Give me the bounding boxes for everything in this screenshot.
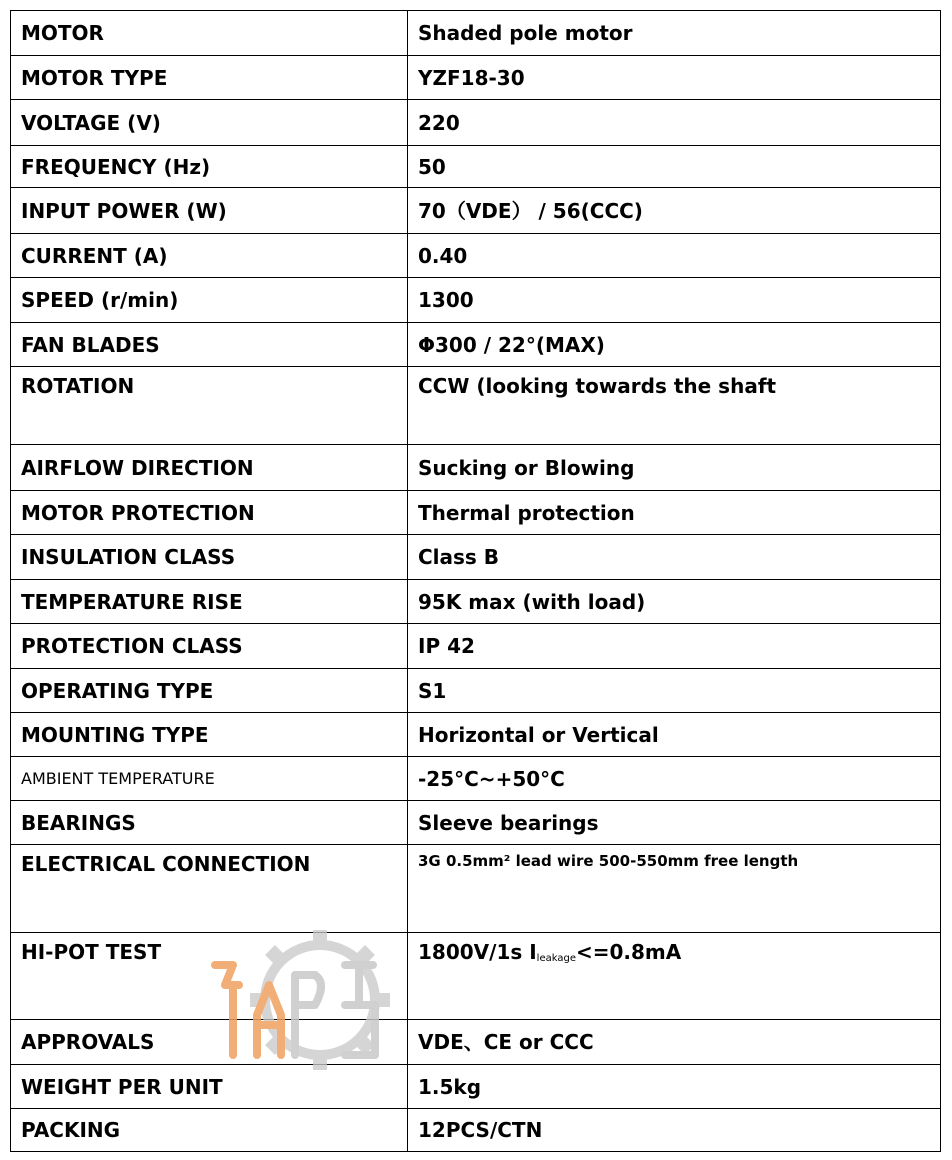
spec-value: YZF18-30 [408, 56, 941, 100]
spec-label: MOTOR PROTECTION [11, 491, 408, 535]
spec-value: Sucking or Blowing [408, 445, 941, 491]
spec-value: CCW (looking towards the shaft [408, 367, 941, 445]
spec-label: ROTATION [11, 367, 408, 445]
spec-value: 50 [408, 146, 941, 188]
spec-value: 3G 0.5mm² lead wire 500-550mm free length [408, 845, 941, 933]
spec-label: WEIGHT PER UNIT [11, 1065, 408, 1109]
spec-table [10, 10, 941, 1152]
table-row [11, 845, 941, 933]
spec-label: MOTOR [11, 11, 408, 56]
spec-value: S1 [408, 669, 941, 713]
table-row [11, 669, 941, 713]
table-row [11, 323, 941, 367]
spec-label: SPEED (r/min) [11, 278, 408, 323]
spec-value: -25°C~+50°C [408, 757, 941, 801]
spec-value: Thermal protection [408, 491, 941, 535]
table-row [11, 535, 941, 580]
spec-value: IP 42 [408, 624, 941, 669]
table-row [11, 278, 941, 323]
spec-label: MOTOR TYPE [11, 56, 408, 100]
spec-label: CURRENT (A) [11, 234, 408, 278]
spec-label: VOLTAGE (V) [11, 100, 408, 146]
spec-value: Sleeve bearings [408, 801, 941, 845]
spec-label: FREQUENCY (Hz) [11, 146, 408, 188]
spec-label: FAN BLADES [11, 323, 408, 367]
spec-value: 0.40 [408, 234, 941, 278]
spec-value: 95K max (with load) [408, 580, 941, 624]
table-row [11, 56, 941, 100]
table-row [11, 146, 941, 188]
spec-label: HI-POT TEST [11, 933, 408, 1020]
table-row [11, 367, 941, 445]
table-row [11, 580, 941, 624]
spec-value: VDE、CE or CCC [408, 1020, 941, 1065]
spec-label: PROTECTION CLASS [11, 624, 408, 669]
table-row [11, 188, 941, 234]
table-row [11, 1065, 941, 1109]
table-row [11, 801, 941, 845]
spec-value: Φ300 / 22°(MAX) [408, 323, 941, 367]
table-row [11, 713, 941, 757]
spec-label: BEARINGS [11, 801, 408, 845]
hipot-tail: <=0.8mA [575, 940, 682, 964]
table-row [11, 757, 941, 801]
spec-value: Class B [408, 535, 941, 580]
spec-value: Horizontal or Vertical [408, 713, 941, 757]
spec-label: TEMPERATURE RISE [11, 580, 408, 624]
spec-label: AIRFLOW DIRECTION [11, 445, 408, 491]
spec-label: APPROVALS [11, 1020, 408, 1065]
table-row [11, 491, 941, 535]
spec-value [408, 933, 941, 1020]
spec-label: PACKING [11, 1109, 408, 1152]
table-row [11, 933, 941, 1020]
table-row [11, 624, 941, 669]
spec-label: MOUNTING TYPE [11, 713, 408, 757]
spec-label: INPUT POWER (W) [11, 188, 408, 234]
table-row [11, 1020, 941, 1065]
spec-label: OPERATING TYPE [11, 669, 408, 713]
spec-label: AMBIENT TEMPERATURE [11, 757, 408, 801]
table-row [11, 445, 941, 491]
spec-label: INSULATION CLASS [11, 535, 408, 580]
spec-value: 1.5kg [408, 1065, 941, 1109]
spec-value: 12PCS/CTN [408, 1109, 941, 1152]
table-row [11, 1109, 941, 1152]
hipot-main: 1800V/1s I [418, 940, 537, 964]
spec-value: 220 [408, 100, 941, 146]
table-row [11, 234, 941, 278]
spec-value: 1300 [408, 278, 941, 323]
table-row [11, 100, 941, 146]
spec-value: Shaded pole motor [408, 11, 941, 56]
hipot-subscript: leakage [536, 953, 576, 964]
table-row [11, 11, 941, 56]
spec-label: ELECTRICAL CONNECTION [11, 845, 408, 933]
spec-value: 70（VDE） / 56(CCC) [408, 188, 941, 234]
